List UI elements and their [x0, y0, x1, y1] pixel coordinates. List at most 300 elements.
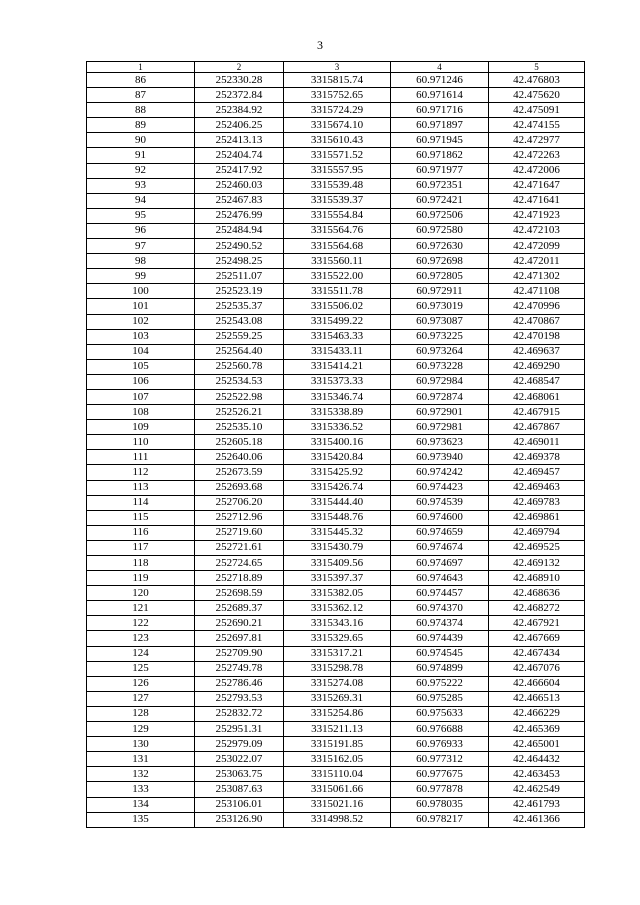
y-coordinate-cell: 3315539.37 — [284, 193, 391, 208]
latitude-cell: 60.976933 — [391, 737, 489, 752]
latitude-cell: 60.974242 — [391, 465, 489, 480]
longitude-cell: 42.471302 — [489, 269, 585, 284]
y-coordinate-cell: 3315061.66 — [284, 782, 391, 797]
latitude-cell: 60.972580 — [391, 223, 489, 238]
latitude-cell: 60.972874 — [391, 389, 489, 404]
latitude-cell: 60.972981 — [391, 420, 489, 435]
y-coordinate-cell: 3315430.79 — [284, 540, 391, 555]
x-coordinate-cell: 252526.21 — [195, 405, 284, 420]
table-row — [87, 133, 585, 148]
longitude-cell: 42.475620 — [489, 88, 585, 103]
table-row — [87, 329, 585, 344]
longitude-cell: 42.472103 — [489, 223, 585, 238]
longitude-cell: 42.469132 — [489, 556, 585, 571]
column-header-5: 5 — [489, 62, 585, 73]
point-number-cell: 87 — [87, 88, 195, 103]
longitude-cell: 42.467867 — [489, 420, 585, 435]
table-row — [87, 480, 585, 495]
table-row — [87, 88, 585, 103]
table-row — [87, 389, 585, 404]
y-coordinate-cell: 3315254.86 — [284, 706, 391, 721]
y-coordinate-cell: 3315511.78 — [284, 284, 391, 299]
latitude-cell: 60.974659 — [391, 525, 489, 540]
x-coordinate-cell: 252560.78 — [195, 359, 284, 374]
table-row — [87, 646, 585, 661]
latitude-cell: 60.974457 — [391, 586, 489, 601]
longitude-cell: 42.469463 — [489, 480, 585, 495]
y-coordinate-cell: 3315336.52 — [284, 420, 391, 435]
table-row — [87, 299, 585, 314]
point-number-cell: 119 — [87, 571, 195, 586]
point-number-cell: 117 — [87, 540, 195, 555]
latitude-cell: 60.971977 — [391, 163, 489, 178]
table-row — [87, 586, 585, 601]
longitude-cell: 42.465369 — [489, 722, 585, 737]
point-number-cell: 105 — [87, 359, 195, 374]
y-coordinate-cell: 3315564.76 — [284, 223, 391, 238]
y-coordinate-cell: 3315724.29 — [284, 103, 391, 118]
point-number-cell: 107 — [87, 389, 195, 404]
table-row — [87, 254, 585, 269]
latitude-cell: 60.974374 — [391, 616, 489, 631]
x-coordinate-cell: 252564.40 — [195, 344, 284, 359]
table-header-row — [87, 62, 585, 73]
latitude-cell: 60.972698 — [391, 254, 489, 269]
table-row — [87, 148, 585, 163]
x-coordinate-cell: 252706.20 — [195, 495, 284, 510]
x-coordinate-cell: 252511.07 — [195, 269, 284, 284]
y-coordinate-cell: 3315444.40 — [284, 495, 391, 510]
latitude-cell: 60.974643 — [391, 571, 489, 586]
y-coordinate-cell: 3315522.00 — [284, 269, 391, 284]
longitude-cell: 42.472011 — [489, 254, 585, 269]
x-coordinate-cell: 252719.60 — [195, 525, 284, 540]
point-number-cell: 126 — [87, 676, 195, 691]
point-number-cell: 108 — [87, 405, 195, 420]
point-number-cell: 96 — [87, 223, 195, 238]
latitude-cell: 60.974370 — [391, 601, 489, 616]
point-number-cell: 95 — [87, 208, 195, 223]
table-row — [87, 193, 585, 208]
y-coordinate-cell: 3315554.84 — [284, 208, 391, 223]
y-coordinate-cell: 3315752.65 — [284, 88, 391, 103]
latitude-cell: 60.971246 — [391, 73, 489, 88]
latitude-cell: 60.974423 — [391, 480, 489, 495]
longitude-cell: 42.467434 — [489, 646, 585, 661]
latitude-cell: 60.972805 — [391, 269, 489, 284]
point-number-cell: 112 — [87, 465, 195, 480]
table-row — [87, 661, 585, 676]
point-number-cell: 118 — [87, 556, 195, 571]
longitude-cell: 42.468910 — [489, 571, 585, 586]
y-coordinate-cell: 3315346.74 — [284, 389, 391, 404]
latitude-cell: 60.978217 — [391, 812, 489, 827]
y-coordinate-cell: 3315557.95 — [284, 163, 391, 178]
x-coordinate-cell: 252724.65 — [195, 556, 284, 571]
table-row — [87, 797, 585, 812]
table-row — [87, 465, 585, 480]
y-coordinate-cell: 3315463.33 — [284, 329, 391, 344]
y-coordinate-cell: 3315373.33 — [284, 374, 391, 389]
longitude-cell: 42.463453 — [489, 767, 585, 782]
y-coordinate-cell: 3315564.68 — [284, 239, 391, 254]
y-coordinate-cell: 3315425.92 — [284, 465, 391, 480]
column-header-2: 2 — [195, 62, 284, 73]
point-number-cell: 89 — [87, 118, 195, 133]
x-coordinate-cell: 252413.13 — [195, 133, 284, 148]
x-coordinate-cell: 252522.98 — [195, 389, 284, 404]
y-coordinate-cell: 3315211.13 — [284, 722, 391, 737]
x-coordinate-cell: 252718.89 — [195, 571, 284, 586]
y-coordinate-cell: 3314998.52 — [284, 812, 391, 827]
point-number-cell: 122 — [87, 616, 195, 631]
table-row — [87, 737, 585, 752]
table-row — [87, 540, 585, 555]
table-row — [87, 601, 585, 616]
table-row — [87, 616, 585, 631]
latitude-cell: 60.975633 — [391, 706, 489, 721]
point-number-cell: 124 — [87, 646, 195, 661]
x-coordinate-cell: 252979.09 — [195, 737, 284, 752]
table-row — [87, 269, 585, 284]
x-coordinate-cell: 252467.83 — [195, 193, 284, 208]
latitude-cell: 60.971716 — [391, 103, 489, 118]
point-number-cell: 94 — [87, 193, 195, 208]
y-coordinate-cell: 3315397.37 — [284, 571, 391, 586]
latitude-cell: 60.971945 — [391, 133, 489, 148]
longitude-cell: 42.466513 — [489, 691, 585, 706]
longitude-cell: 42.471647 — [489, 178, 585, 193]
x-coordinate-cell: 252476.99 — [195, 208, 284, 223]
point-number-cell: 113 — [87, 480, 195, 495]
longitude-cell: 42.461793 — [489, 797, 585, 812]
longitude-cell: 42.470867 — [489, 314, 585, 329]
longitude-cell: 42.469457 — [489, 465, 585, 480]
y-coordinate-cell: 3315298.78 — [284, 661, 391, 676]
longitude-cell: 42.468636 — [489, 586, 585, 601]
x-coordinate-cell: 253126.90 — [195, 812, 284, 827]
x-coordinate-cell: 252484.94 — [195, 223, 284, 238]
x-coordinate-cell: 253106.01 — [195, 797, 284, 812]
point-number-cell: 116 — [87, 525, 195, 540]
latitude-cell: 60.977878 — [391, 782, 489, 797]
longitude-cell: 42.472263 — [489, 148, 585, 163]
longitude-cell: 42.469861 — [489, 510, 585, 525]
table-row — [87, 163, 585, 178]
table-row — [87, 510, 585, 525]
table-row — [87, 450, 585, 465]
longitude-cell: 42.467921 — [489, 616, 585, 631]
longitude-cell: 42.468272 — [489, 601, 585, 616]
latitude-cell: 60.974439 — [391, 631, 489, 646]
point-number-cell: 98 — [87, 254, 195, 269]
longitude-cell: 42.466229 — [489, 706, 585, 721]
latitude-cell: 60.973623 — [391, 435, 489, 450]
y-coordinate-cell: 3315610.43 — [284, 133, 391, 148]
table-row — [87, 405, 585, 420]
y-coordinate-cell: 3315191.85 — [284, 737, 391, 752]
x-coordinate-cell: 252693.68 — [195, 480, 284, 495]
x-coordinate-cell: 252749.78 — [195, 661, 284, 676]
point-number-cell: 127 — [87, 691, 195, 706]
x-coordinate-cell: 252372.84 — [195, 88, 284, 103]
longitude-cell: 42.474155 — [489, 118, 585, 133]
latitude-cell: 60.973264 — [391, 344, 489, 359]
table-row — [87, 691, 585, 706]
point-number-cell: 101 — [87, 299, 195, 314]
longitude-cell: 42.471923 — [489, 208, 585, 223]
y-coordinate-cell: 3315362.12 — [284, 601, 391, 616]
x-coordinate-cell: 252535.37 — [195, 299, 284, 314]
point-number-cell: 130 — [87, 737, 195, 752]
y-coordinate-cell: 3315448.76 — [284, 510, 391, 525]
table-row — [87, 812, 585, 827]
point-number-cell: 114 — [87, 495, 195, 510]
y-coordinate-cell: 3315815.74 — [284, 73, 391, 88]
point-number-cell: 125 — [87, 661, 195, 676]
latitude-cell: 60.972351 — [391, 178, 489, 193]
longitude-cell: 42.467669 — [489, 631, 585, 646]
table-row — [87, 239, 585, 254]
y-coordinate-cell: 3315021.16 — [284, 797, 391, 812]
x-coordinate-cell: 252721.61 — [195, 540, 284, 555]
point-number-cell: 123 — [87, 631, 195, 646]
x-coordinate-cell: 252690.21 — [195, 616, 284, 631]
latitude-cell: 60.977675 — [391, 767, 489, 782]
y-coordinate-cell: 3315338.89 — [284, 405, 391, 420]
longitude-cell: 42.462549 — [489, 782, 585, 797]
x-coordinate-cell: 253022.07 — [195, 752, 284, 767]
latitude-cell: 60.976688 — [391, 722, 489, 737]
point-number-cell: 110 — [87, 435, 195, 450]
x-coordinate-cell: 252605.18 — [195, 435, 284, 450]
latitude-cell: 60.971897 — [391, 118, 489, 133]
y-coordinate-cell: 3315162.05 — [284, 752, 391, 767]
y-coordinate-cell: 3315414.21 — [284, 359, 391, 374]
latitude-cell: 60.974600 — [391, 510, 489, 525]
table-row — [87, 676, 585, 691]
y-coordinate-cell: 3315499.22 — [284, 314, 391, 329]
table-row — [87, 73, 585, 88]
table-row — [87, 782, 585, 797]
x-coordinate-cell: 252640.06 — [195, 450, 284, 465]
latitude-cell: 60.973225 — [391, 329, 489, 344]
y-coordinate-cell: 3315539.48 — [284, 178, 391, 193]
point-number-cell: 135 — [87, 812, 195, 827]
point-number-cell: 132 — [87, 767, 195, 782]
latitude-cell: 60.972984 — [391, 374, 489, 389]
x-coordinate-cell: 252689.37 — [195, 601, 284, 616]
longitude-cell: 42.469011 — [489, 435, 585, 450]
longitude-cell: 42.476803 — [489, 73, 585, 88]
point-number-cell: 88 — [87, 103, 195, 118]
y-coordinate-cell: 3315506.02 — [284, 299, 391, 314]
y-coordinate-cell: 3315317.21 — [284, 646, 391, 661]
table-row — [87, 420, 585, 435]
longitude-cell: 42.470996 — [489, 299, 585, 314]
y-coordinate-cell: 3315571.52 — [284, 148, 391, 163]
y-coordinate-cell: 3315674.10 — [284, 118, 391, 133]
column-header-1: 1 — [87, 62, 195, 73]
longitude-cell: 42.472099 — [489, 239, 585, 254]
longitude-cell: 42.472006 — [489, 163, 585, 178]
point-number-cell: 131 — [87, 752, 195, 767]
longitude-cell: 42.469378 — [489, 450, 585, 465]
y-coordinate-cell: 3315400.16 — [284, 435, 391, 450]
column-header-3: 3 — [284, 62, 391, 73]
column-header-4: 4 — [391, 62, 489, 73]
latitude-cell: 60.973087 — [391, 314, 489, 329]
longitude-cell: 42.475091 — [489, 103, 585, 118]
point-number-cell: 115 — [87, 510, 195, 525]
x-coordinate-cell: 252559.25 — [195, 329, 284, 344]
longitude-cell: 42.472977 — [489, 133, 585, 148]
x-coordinate-cell: 252404.74 — [195, 148, 284, 163]
x-coordinate-cell: 252673.59 — [195, 465, 284, 480]
latitude-cell: 60.977312 — [391, 752, 489, 767]
longitude-cell: 42.468061 — [489, 389, 585, 404]
x-coordinate-cell: 252698.59 — [195, 586, 284, 601]
y-coordinate-cell: 3315329.65 — [284, 631, 391, 646]
point-number-cell: 100 — [87, 284, 195, 299]
x-coordinate-cell: 252786.46 — [195, 676, 284, 691]
latitude-cell: 60.974545 — [391, 646, 489, 661]
coordinates-table — [86, 61, 585, 828]
x-coordinate-cell: 252709.90 — [195, 646, 284, 661]
y-coordinate-cell: 3315426.74 — [284, 480, 391, 495]
x-coordinate-cell: 252697.81 — [195, 631, 284, 646]
point-number-cell: 121 — [87, 601, 195, 616]
point-number-cell: 111 — [87, 450, 195, 465]
y-coordinate-cell: 3315409.56 — [284, 556, 391, 571]
x-coordinate-cell: 252417.92 — [195, 163, 284, 178]
table-row — [87, 284, 585, 299]
table-row — [87, 344, 585, 359]
table-body — [87, 73, 585, 828]
latitude-cell: 60.971614 — [391, 88, 489, 103]
latitude-cell: 60.972901 — [391, 405, 489, 420]
longitude-cell: 42.469794 — [489, 525, 585, 540]
point-number-cell: 90 — [87, 133, 195, 148]
y-coordinate-cell: 3315269.31 — [284, 691, 391, 706]
x-coordinate-cell: 252406.25 — [195, 118, 284, 133]
x-coordinate-cell: 252543.08 — [195, 314, 284, 329]
longitude-cell: 42.465001 — [489, 737, 585, 752]
longitude-cell: 42.468547 — [489, 374, 585, 389]
point-number-cell: 102 — [87, 314, 195, 329]
latitude-cell: 60.974674 — [391, 540, 489, 555]
point-number-cell: 99 — [87, 269, 195, 284]
table-row — [87, 435, 585, 450]
longitude-cell: 42.469783 — [489, 495, 585, 510]
point-number-cell: 106 — [87, 374, 195, 389]
x-coordinate-cell: 252951.31 — [195, 722, 284, 737]
latitude-cell: 60.975285 — [391, 691, 489, 706]
x-coordinate-cell: 253087.63 — [195, 782, 284, 797]
table-row — [87, 103, 585, 118]
latitude-cell: 60.974539 — [391, 495, 489, 510]
x-coordinate-cell: 252712.96 — [195, 510, 284, 525]
latitude-cell: 60.974697 — [391, 556, 489, 571]
x-coordinate-cell: 252460.03 — [195, 178, 284, 193]
x-coordinate-cell: 252330.28 — [195, 73, 284, 88]
table-row — [87, 208, 585, 223]
table-row — [87, 571, 585, 586]
x-coordinate-cell: 252832.72 — [195, 706, 284, 721]
point-number-cell: 93 — [87, 178, 195, 193]
point-number-cell: 86 — [87, 73, 195, 88]
point-number-cell: 128 — [87, 706, 195, 721]
x-coordinate-cell: 252498.25 — [195, 254, 284, 269]
longitude-cell: 42.471108 — [489, 284, 585, 299]
point-number-cell: 134 — [87, 797, 195, 812]
longitude-cell: 42.469525 — [489, 540, 585, 555]
y-coordinate-cell: 3315560.11 — [284, 254, 391, 269]
table-row — [87, 631, 585, 646]
y-coordinate-cell: 3315110.04 — [284, 767, 391, 782]
latitude-cell: 60.975222 — [391, 676, 489, 691]
y-coordinate-cell: 3315420.84 — [284, 450, 391, 465]
point-number-cell: 129 — [87, 722, 195, 737]
x-coordinate-cell: 252793.53 — [195, 691, 284, 706]
point-number-cell: 103 — [87, 329, 195, 344]
point-number-cell: 120 — [87, 586, 195, 601]
y-coordinate-cell: 3315274.08 — [284, 676, 391, 691]
table-row — [87, 495, 585, 510]
x-coordinate-cell: 252490.52 — [195, 239, 284, 254]
point-number-cell: 109 — [87, 420, 195, 435]
table-row — [87, 752, 585, 767]
longitude-cell: 42.461366 — [489, 812, 585, 827]
longitude-cell: 42.470198 — [489, 329, 585, 344]
page-number: 3 — [317, 38, 323, 52]
longitude-cell: 42.464432 — [489, 752, 585, 767]
latitude-cell: 60.974899 — [391, 661, 489, 676]
latitude-cell: 60.972911 — [391, 284, 489, 299]
longitude-cell: 42.469290 — [489, 359, 585, 374]
latitude-cell: 60.972506 — [391, 208, 489, 223]
table-row — [87, 118, 585, 133]
table-row — [87, 374, 585, 389]
point-number-cell: 104 — [87, 344, 195, 359]
y-coordinate-cell: 3315343.16 — [284, 616, 391, 631]
x-coordinate-cell: 253063.75 — [195, 767, 284, 782]
table-row — [87, 525, 585, 540]
longitude-cell: 42.467915 — [489, 405, 585, 420]
longitude-cell: 42.471641 — [489, 193, 585, 208]
point-number-cell: 92 — [87, 163, 195, 178]
latitude-cell: 60.973019 — [391, 299, 489, 314]
x-coordinate-cell: 252523.19 — [195, 284, 284, 299]
latitude-cell: 60.973228 — [391, 359, 489, 374]
y-coordinate-cell: 3315382.05 — [284, 586, 391, 601]
table-row — [87, 706, 585, 721]
y-coordinate-cell: 3315445.32 — [284, 525, 391, 540]
table-row — [87, 556, 585, 571]
x-coordinate-cell: 252535.10 — [195, 420, 284, 435]
table-row — [87, 722, 585, 737]
point-number-cell: 133 — [87, 782, 195, 797]
latitude-cell: 60.972630 — [391, 239, 489, 254]
longitude-cell: 42.469637 — [489, 344, 585, 359]
point-number-cell: 97 — [87, 239, 195, 254]
latitude-cell: 60.978035 — [391, 797, 489, 812]
table-row — [87, 359, 585, 374]
latitude-cell: 60.972421 — [391, 193, 489, 208]
x-coordinate-cell: 252534.53 — [195, 374, 284, 389]
point-number-cell: 91 — [87, 148, 195, 163]
table-row — [87, 767, 585, 782]
